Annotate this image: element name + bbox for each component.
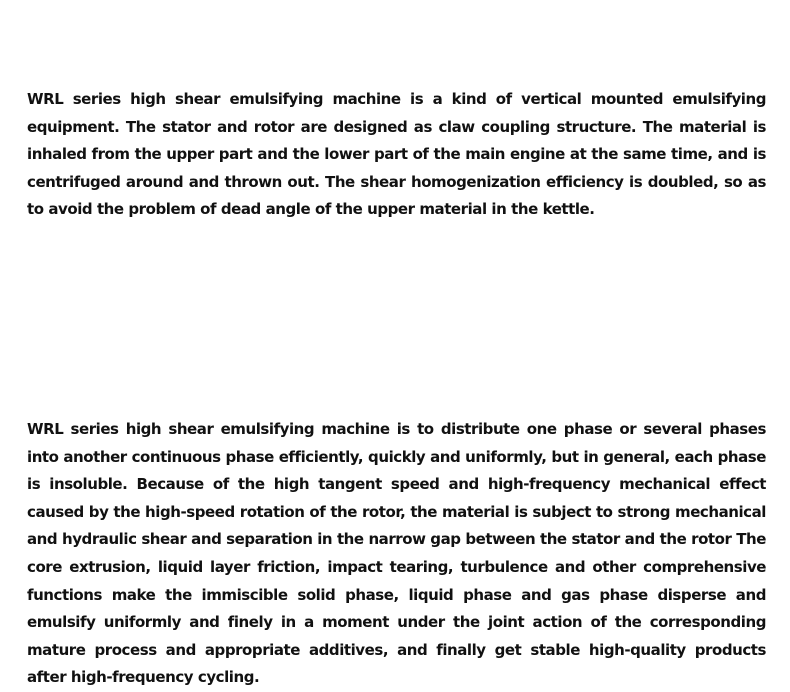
paragraph-working-principle: WRL series high shear emulsifying machine is to distribute one phase or several phases into another continuous phase efficiently, quickly and uniformly, but in general, each phase is insoluble. Because of the high tangent speed and high-frequency mechanical effect caused by the high-speed rotation of the rotor, the material is subject to strong mechanical and hydraulic shear and separation in the narrow gap between the stator and the rotor The core extrusion, liquid layer friction, impact tearing, turbulence and other comprehensive functions make the immiscible solid phase, liquid phase and gas phase disperse and emulsify uniformly and finely in a moment under the joint action of the corresponding mature process and appropriate additives, and finally get stable high-quality products after high-frequency cycling. <box>27 420 766 687</box>
paragraph-structure-description: WRL series high shear emulsifying machine is a kind of vertical mounted emulsifying equipment. The stator and rotor are designed as claw coupling structure. The material is inhaled from the upper part and the lower part of the main engine at the same time, and is centrifuged around and thrown out. The shear homogenization efficiency is doubled, so as to avoid the problem of dead angle of the upper material in the kettle. <box>27 90 766 219</box>
